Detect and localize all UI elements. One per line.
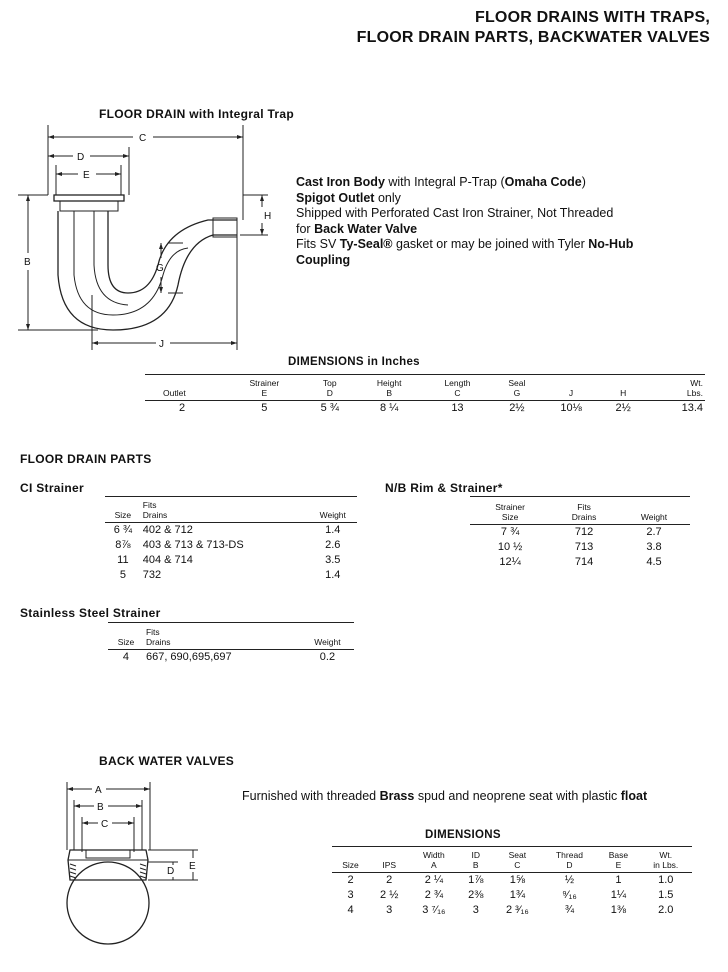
table-cell: 2.7 — [646, 526, 662, 538]
table-cell: 13.4 — [681, 402, 703, 414]
backwater-heading: BACK WATER VALVES — [99, 754, 235, 768]
backwater-dims-title: DIMENSIONS — [425, 829, 501, 841]
table-cell: ¾ — [564, 904, 575, 916]
table-cell: 2 ¼ — [424, 874, 444, 886]
desc-line: Spigot Outlet only — [296, 190, 401, 205]
column-header-line: Height — [376, 378, 402, 388]
column-header — [422, 378, 492, 401]
table-cell: 2½ — [509, 402, 525, 414]
column-header — [356, 378, 423, 401]
dim-label-c: C — [101, 819, 109, 830]
column-header — [618, 502, 690, 525]
table-cell: 5 ¾ — [320, 402, 339, 414]
column-header-line: E — [615, 860, 622, 870]
dim-label-a: A — [95, 785, 102, 796]
table-row — [470, 555, 690, 570]
table-cell: 8⅞ — [115, 539, 131, 551]
column-header-line: J — [568, 388, 574, 398]
table-cell: 13 — [451, 402, 464, 414]
floor-drain-heading: FLOOR DRAIN with Integral Trap — [99, 107, 295, 121]
column-header — [144, 627, 301, 650]
column-header — [409, 850, 458, 873]
table-cell: 3 — [386, 904, 393, 916]
table-cell: 3 — [472, 904, 479, 916]
dim-label-j: J — [159, 339, 164, 350]
table-cell: 2 — [386, 874, 393, 886]
table-cell: 4.5 — [646, 556, 662, 568]
table-cell: 3.8 — [646, 541, 662, 553]
title-line-1: FLOOR DRAINS WITH TRAPS, — [474, 9, 710, 26]
column-header-line: Size — [342, 860, 359, 870]
table-cell: 10⅛ — [560, 402, 582, 414]
column-header — [105, 500, 141, 523]
column-header-line: Size — [117, 637, 135, 647]
title-line-2: FLOOR DRAIN PARTS, BACKWATER VALVES — [356, 29, 710, 46]
column-header-line: in Lbs. — [653, 860, 679, 870]
ss-strainer-table — [108, 627, 354, 665]
column-header-line: Wt. — [690, 378, 703, 388]
table-row — [470, 540, 690, 555]
table-row — [332, 888, 692, 903]
table-cell: 2 ³⁄₁₆ — [505, 904, 529, 916]
desc-line: Cast Iron Body with Integral P-Trap (Omaha Code) — [296, 175, 586, 189]
column-header-line: G — [513, 388, 521, 398]
column-header — [458, 850, 493, 873]
column-header-line: Drains — [571, 512, 597, 522]
column-header-line: C — [454, 388, 461, 398]
floor-drain-description — [296, 175, 716, 268]
table-cell: 3 — [347, 889, 354, 901]
column-header-line: Width — [423, 850, 445, 860]
column-header-line: B — [472, 860, 479, 870]
column-header-line: D — [326, 388, 333, 398]
column-header — [141, 500, 309, 523]
column-header — [332, 850, 369, 873]
table-row — [108, 650, 354, 666]
backwater-valve-drawing — [30, 780, 196, 960]
dim-label-c: C — [139, 133, 147, 144]
column-header-line: Size — [114, 510, 132, 520]
table-cell: 1⅝ — [509, 874, 525, 886]
column-header — [225, 378, 304, 401]
column-header-line: Thread — [555, 850, 583, 860]
desc-line: Shipped with Perforated Cast Iron Strainer, Not Threaded — [296, 206, 614, 220]
column-header — [597, 850, 639, 873]
table-cell: 1¼ — [610, 889, 627, 901]
column-header-line: Outlet — [163, 388, 186, 398]
table-cell: 1.0 — [658, 874, 674, 886]
column-header-line: Top — [322, 378, 337, 388]
column-header-line: Seat — [508, 850, 527, 860]
table-row — [145, 401, 705, 417]
column-header — [646, 378, 705, 401]
column-header-line: Weight — [314, 637, 341, 647]
column-header-line: E — [261, 388, 268, 398]
column-header — [601, 378, 646, 401]
dim-label-b: B — [24, 257, 31, 268]
table-cell: 713 — [574, 541, 594, 553]
table-cell: 2 ¾ — [424, 889, 444, 901]
table-row — [470, 525, 690, 541]
column-header — [542, 850, 598, 873]
table-cell: 732 — [142, 569, 162, 581]
dim-label-e: E — [189, 861, 196, 872]
dims-top-rule — [145, 374, 705, 375]
table-cell: 712 — [574, 526, 594, 538]
column-header-line: Strainer — [495, 502, 525, 512]
column-header-line: Fits — [142, 500, 157, 510]
table-cell: 1.5 — [658, 889, 674, 901]
backwater-dims-table — [332, 850, 692, 918]
table-cell: 6 ¾ — [113, 524, 133, 536]
desc-line: Coupling — [296, 252, 351, 267]
backwater-description: Furnished with threaded Brass spud and neoprene seat with plastic float — [242, 789, 648, 803]
table-cell: 10 ½ — [497, 541, 523, 553]
table-row — [332, 873, 692, 889]
table-row — [105, 568, 357, 583]
column-header-line: IPS — [382, 860, 397, 870]
floor-drain-parts-heading: FLOOR DRAIN PARTS — [20, 452, 152, 466]
column-header-line: Fits — [145, 627, 160, 637]
table-cell: 403 & 713 & 713-DS — [142, 539, 244, 551]
ss-rule — [108, 622, 354, 623]
table-cell: 1¾ — [509, 889, 525, 901]
ci-rule — [105, 496, 357, 497]
table-cell: 3.5 — [325, 554, 341, 566]
column-header-line: C — [514, 860, 521, 870]
column-header-line: Weight — [640, 512, 668, 522]
table-cell: 12¼ — [499, 556, 521, 568]
nb-rule — [470, 496, 690, 497]
ci-strainer-title: CI Strainer — [20, 481, 84, 495]
table-cell: 11 — [117, 554, 129, 566]
table-cell: 2 — [179, 402, 186, 414]
nb-rim-table — [470, 502, 690, 570]
column-header-line: D — [566, 860, 573, 870]
column-header — [309, 500, 357, 523]
table-cell: 1 — [615, 874, 622, 886]
table-row — [105, 523, 357, 539]
ss-strainer-title: Stainless Steel Strainer — [20, 606, 161, 620]
table-cell: 1⅜ — [610, 904, 627, 916]
column-header-line: A — [431, 860, 437, 870]
desc-line: Fits SV Ty-Seal® gasket or may be joined with Tyler No-Hub — [296, 237, 634, 251]
table-cell: 404 & 714 — [142, 554, 193, 566]
column-header-line: Strainer — [249, 378, 280, 388]
table-cell: 714 — [574, 556, 594, 568]
floor-drain-dims-table — [145, 378, 705, 416]
column-header-line: Drains — [142, 510, 168, 520]
column-header-line: Wt. — [659, 850, 673, 860]
table-cell: 2½ — [615, 402, 631, 414]
column-header-line: Drains — [145, 637, 171, 647]
table-cell: 2.6 — [325, 539, 341, 551]
table-cell: 2.0 — [658, 904, 674, 916]
column-header — [301, 627, 354, 650]
column-header-line: Base — [608, 850, 629, 860]
dim-label-h: H — [264, 211, 272, 222]
table-cell: 667, 690,695,697 — [145, 651, 232, 663]
table-row — [105, 538, 357, 553]
dim-label-d: D — [77, 152, 85, 163]
column-header-line: Weight — [319, 510, 346, 520]
table-cell: 1⅞ — [468, 874, 484, 886]
column-header — [541, 378, 600, 401]
table-cell: 4 — [347, 904, 354, 916]
table-cell: 1.4 — [325, 569, 341, 581]
table-cell: 7 ¾ — [500, 526, 520, 538]
column-header — [145, 378, 225, 401]
table-row — [105, 553, 357, 568]
column-header — [640, 850, 692, 873]
column-header-line: Seal — [508, 378, 526, 388]
table-cell: 5 — [261, 402, 268, 414]
table-row — [332, 903, 692, 918]
column-header-line: Length — [444, 378, 471, 388]
table-cell: 2 — [347, 874, 354, 886]
column-header-line: Size — [501, 512, 519, 522]
floor-drain-dims-title: DIMENSIONS in Inches — [288, 356, 420, 368]
column-header — [108, 627, 144, 650]
dim-label-b: B — [97, 802, 104, 813]
column-header-line: Lbs. — [686, 388, 703, 398]
table-cell: 402 & 712 — [142, 524, 193, 536]
dim-label-e: E — [83, 170, 90, 181]
page-title — [357, 8, 710, 48]
column-header — [304, 378, 356, 401]
table-cell: 1.4 — [325, 524, 341, 536]
dim-label-g: G — [156, 263, 164, 274]
bw-rule — [332, 846, 692, 847]
table-cell: 4 — [122, 651, 130, 663]
desc-line: for Back Water Valve — [296, 221, 418, 236]
table-cell: 5 — [119, 569, 126, 581]
column-header — [470, 502, 550, 525]
column-header-line: H — [620, 388, 627, 398]
column-header — [492, 378, 541, 401]
column-header-line: Fits — [577, 502, 591, 512]
dim-label-d: D — [167, 866, 175, 877]
column-header — [369, 850, 409, 873]
floor-drain-drawing — [18, 125, 278, 350]
table-cell: 3 ⁷⁄₁₆ — [422, 904, 446, 916]
table-cell: 8 ¼ — [379, 402, 399, 414]
column-header-line: B — [386, 388, 392, 398]
column-header — [493, 850, 541, 873]
column-header-line: ID — [471, 850, 480, 860]
table-cell: 2⅜ — [468, 889, 484, 901]
table-cell: 2 ½ — [380, 889, 399, 901]
nb-rim-title: N/B Rim & Strainer* — [385, 481, 503, 495]
table-cell: ⁹⁄₁₆ — [562, 889, 577, 901]
table-cell: ½ — [564, 874, 575, 886]
ci-strainer-table — [105, 500, 357, 583]
column-header — [550, 502, 618, 525]
table-cell: 0.2 — [319, 651, 336, 663]
